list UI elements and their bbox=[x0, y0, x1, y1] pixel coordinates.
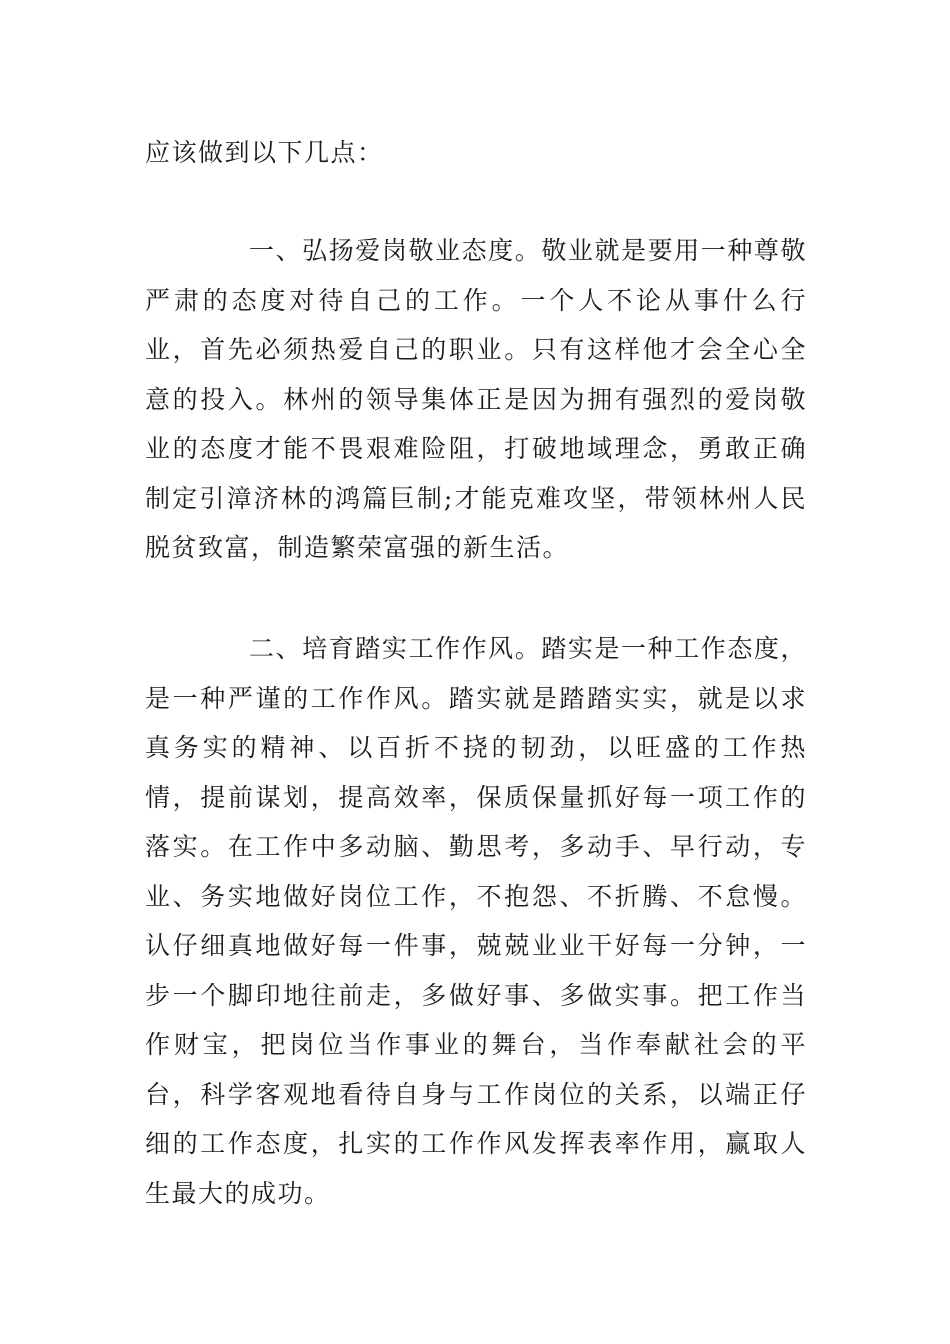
paragraph-two: 二、培育踏实工作作风。踏实是一种工作态度，是一种严谨的工作作风。踏实就是踏踏实实，就是以求真务实的精神、以百折不挠的韧劲，以旺盛的工作热情，提前谋划，提高效率，保质保量抓好每一项工作的落实。在工作中多动脑、勤思考，多动手、早行动，专业、务实地做好岗位工作，不抱怨、不折腾、不怠慢。认仔细真地做好每一件事，兢兢业业干好每一分钟，一步一个脚印地往前走，多做好事、多做实事。把工作当作财宝，把岗位当作事业的舞台，当作奉献社会的平台，科学客观地看待自身与工作岗位的关系，以端正仔细的工作态度，扎实的工作作风发挥表率作用，赢取人生最大的成功。 bbox=[145, 634, 807, 1208]
intro-line: 应该做到以下几点： bbox=[145, 138, 384, 167]
paragraph-one: 一、弘扬爱岗敬业态度。敬业就是要用一种尊敬严肃的态度对待自己的工作。一个人不论从事什么行业，首先必须热爱自己的职业。只有这样他才会全心全意的投入。林州的领导集体正是因为拥有强烈的爱岗敬业的态度才能不畏艰难险阻，打破地域理念，勇敢正确制定引漳济林的鸿篇巨制;才能克难攻坚，带领林州人民脱贫致富，制造繁荣富强的新生活。 bbox=[145, 236, 807, 562]
